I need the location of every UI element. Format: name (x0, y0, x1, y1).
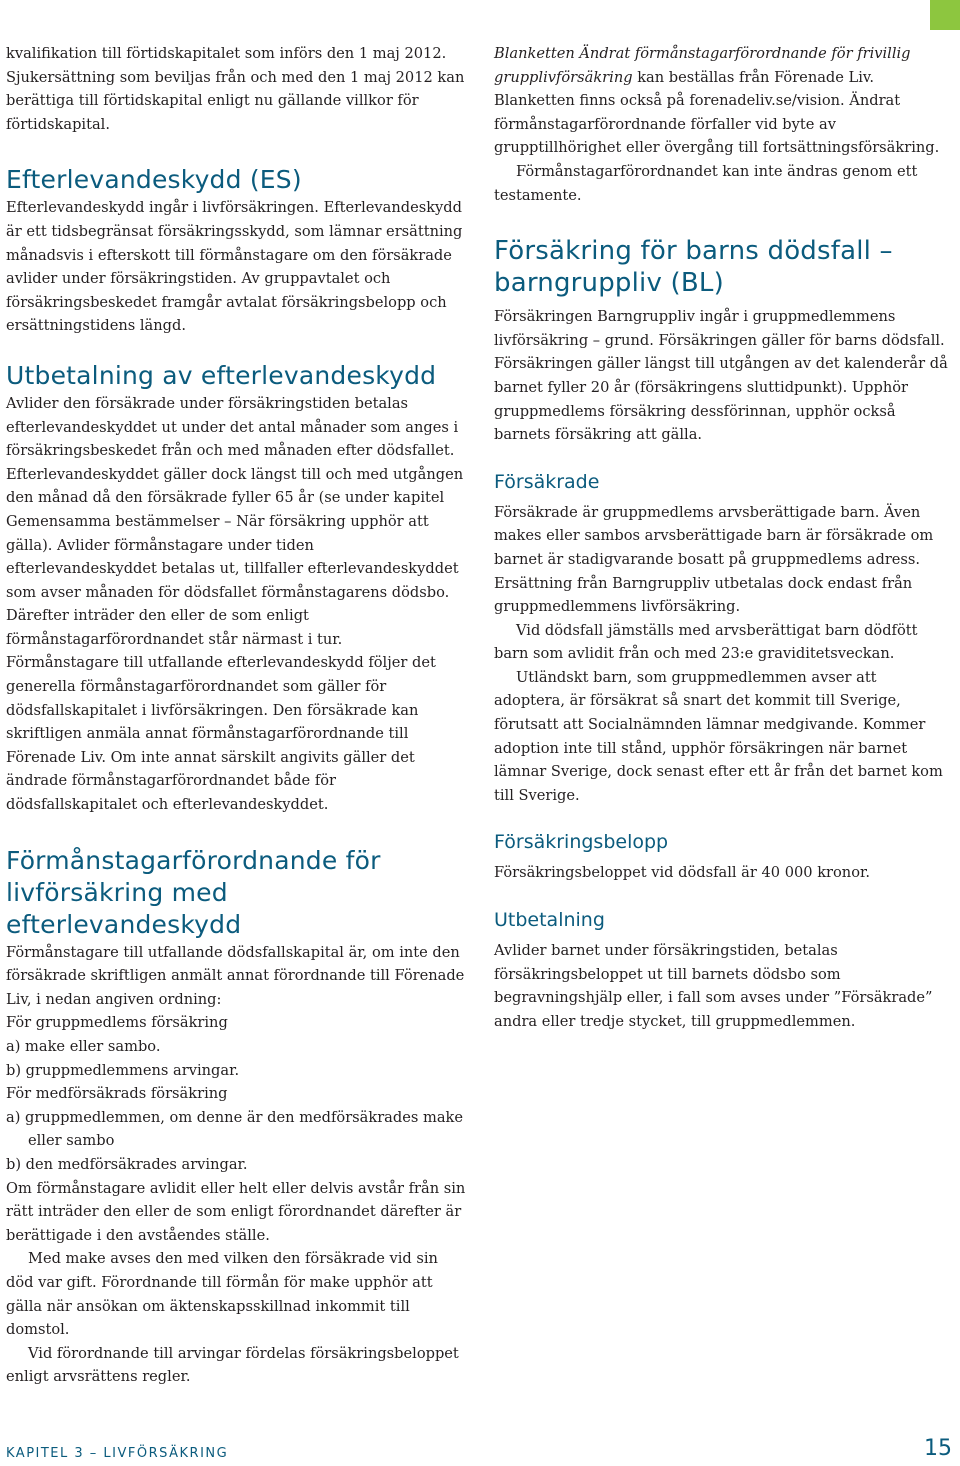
testamente-paragraph: Förmånstagarförordnandet kan inte ändras genom ett testamente. (494, 162, 918, 204)
list1-item-a: a) make eller sambo. (6, 1038, 161, 1055)
formanstagare-paragraph-4: Vid förordnande till arvingar fördelas försäkringsbeloppet enligt arvsrättens regler. (6, 1344, 459, 1386)
list2-title: För medförsäkrads försäkring (6, 1085, 228, 1103)
forsakringsbelopp-paragraph: Försäkringsbeloppet vid dödsfall är 40 000 kronor. (494, 864, 871, 882)
section-heading-formanstagare: Förmånstagarförordnande för livförsäkring med efterlevandeskydd (6, 845, 381, 939)
right-column (494, 42, 950, 1033)
footer-chapter: KAPITEL 3 – LIVFÖRSÄKRING (6, 1446, 229, 1461)
blankett-text: kan beställas från Förenade Liv. Blanketten finns också på forenadeliv.se/vision. Ändrat förmånstagarförordnande förfaller vid byte av grupptillhörighet eller övergång till fortsättningsförsäkring. (494, 68, 940, 157)
list2-item-a: a) gruppmedlemmen, om denne är den medförsäkrades make eller sambo (6, 1108, 464, 1150)
intro-paragraph: kvalifikation till förtidskapitalet som införs den 1 maj 2012. Sjukersättning som beviljas från och med den 1 maj 2012 kan berättiga till förtidskapital enligt nu gällande villkor för förtidskapital. (6, 45, 465, 133)
section-heading-es: Efterlevandeskydd (ES) (6, 165, 302, 195)
es-paragraph: Efterlevandeskydd ingår i livförsäkringen. Efterlevandeskydd är ett tidsbegränsat försäkringsskydd, som lämnar ersättning månadsvis i efterskott till förmånstagare om den försäkrade avlider under försäkringstiden. Av gruppavtalet och försäkringsbeskedet framgår avtalat försäkringsbelopp och ersättningstidens längd. (6, 199, 463, 335)
list1-title: För gruppmedlems försäkring (6, 1014, 228, 1032)
section-heading-forsakringsbelopp: Försäkringsbelopp (494, 831, 669, 854)
list1-item-b: b) gruppmedlemmens arvingar. (6, 1061, 240, 1079)
forsakrade-paragraph-3: Utländskt barn, som gruppmedlemmen avser att adoptera, är försäkrat så snart det kommit till Sverige, förutsatt att Socialnämnden lämnar medgivande. Kommer adoption inte till stånd, upphör försäkringen när barnet lämnar Sverige, dock senast efter ett år från det barnet kom till Sverige. (494, 668, 943, 804)
utbetalning-paragraph-1: Avlider den försäkrade under försäkringstiden betalas efterlevandeskyddet ut under det antal månader som anges i försäkringsbeskedet från och med månaden efter dödsfallet. Efterlevandeskyddet gäller dock längst till och med utgången den månad då den försäkrade fyller 65 år (se under kapitel Gemensamma bestämmelser – När försäkring upphör att gälla). Avlider förmånstagare under tiden efterlevandeskyddet betalas ut, tillfaller efterlevandeskyddet som avser månaden för dödsfallet förmånstagarens dödsbo. Därefter inträder den eller de som enligt förmånstagarförordnandet står närmast i tur. (6, 394, 464, 648)
section-heading-forsakrade: Försäkrade (494, 470, 600, 493)
formanstagare-paragraph-3: Med make avses den med vilken den försäkrade vid sin död var gift. Förordnande till förmån för make upphör att gälla när ansökan om äktenskapsskillnad inkommit till domstol. (6, 1250, 438, 1339)
blankett-paragraph (494, 42, 950, 160)
page-number: 15 (924, 1436, 952, 1461)
section-heading-utbetalning: Utbetalning av efterlevandeskydd (6, 360, 437, 390)
formanstagare-paragraph-2: Om förmånstagare avlidit eller helt eller delvis avstår från sin rätt inträder den eller de som enligt förordnandet därefter är berättigade i den avståendes ställe. (6, 1179, 466, 1244)
barngruppliv-paragraph: Försäkringen Barngruppliv ingår i gruppmedlemmens livförsäkring – grund. Försäkringen gäller för barns dödsfall. Försäkringen gäller längst till utgången av det kalenderår då barnet fyller 20 år (försäkringens sluttidpunkt). Upphör gruppmedlems försäkring dessförinnan, upphör också barnets försäkring att gälla. (494, 308, 948, 444)
forsakrade-paragraph-2: Vid dödsfall jämställs med arvsberättigat barn dödfött barn som avlidit från och med 23:e graviditetsveckan. (494, 621, 918, 663)
utbetalning-paragraph-2: Förmånstagare till utfallande efterlevandeskydd följer det generella förmånstagarförordnandet som gäller för dödsfallskapitalet i livförsäkringen. Den försäkrade kan skriftligen anmäla annat förmånstagarförordnande till Förenade Liv. Om inte annat särskilt angivits gäller det ändrade förmånstagarförordnandet både för dödsfallskapitalet och efterlevandeskyddet. (6, 654, 436, 814)
blankett-title: Blanketten Ändrat förmånstagarförordnande för frivillig grupplivförsäkring (494, 45, 911, 86)
section-heading-barngruppliv: Försäkring för barns dödsfall – barngruppliv (BL) (494, 236, 893, 299)
left-column (6, 42, 466, 1389)
corner-accent (930, 0, 960, 30)
forsakrade-paragraph-1: Försäkrade är gruppmedlems arvsberättigade barn. Även makes eller sambos arvsberättigade barn är försäkrade om barnet är stadigvarande bosatt på gruppmedlems adress. Ersättning från Barngruppliv utbetalas dock endast från gruppmedlemmens livförsäkring. (494, 503, 934, 616)
utbetalning-bl-paragraph: Avlider barnet under försäkringstiden, betalas försäkringsbeloppet ut till barnets dödsbo som begravningshjälp eller, i fall som avses under ”Försäkrade” andra eller tredje stycket, till gruppmedlemmen. (494, 942, 933, 1030)
list2-item-b: b) den medförsäkrades arvingar. (6, 1155, 248, 1173)
section-heading-utbetalning-bl: Utbetalning (494, 909, 605, 932)
formanstagare-paragraph-1: Förmånstagare till utfallande dödsfallskapital är, om inte den försäkrade skriftligen anmält annat förordnande till Förenade Liv, i nedan angiven ordning: (6, 943, 465, 1008)
